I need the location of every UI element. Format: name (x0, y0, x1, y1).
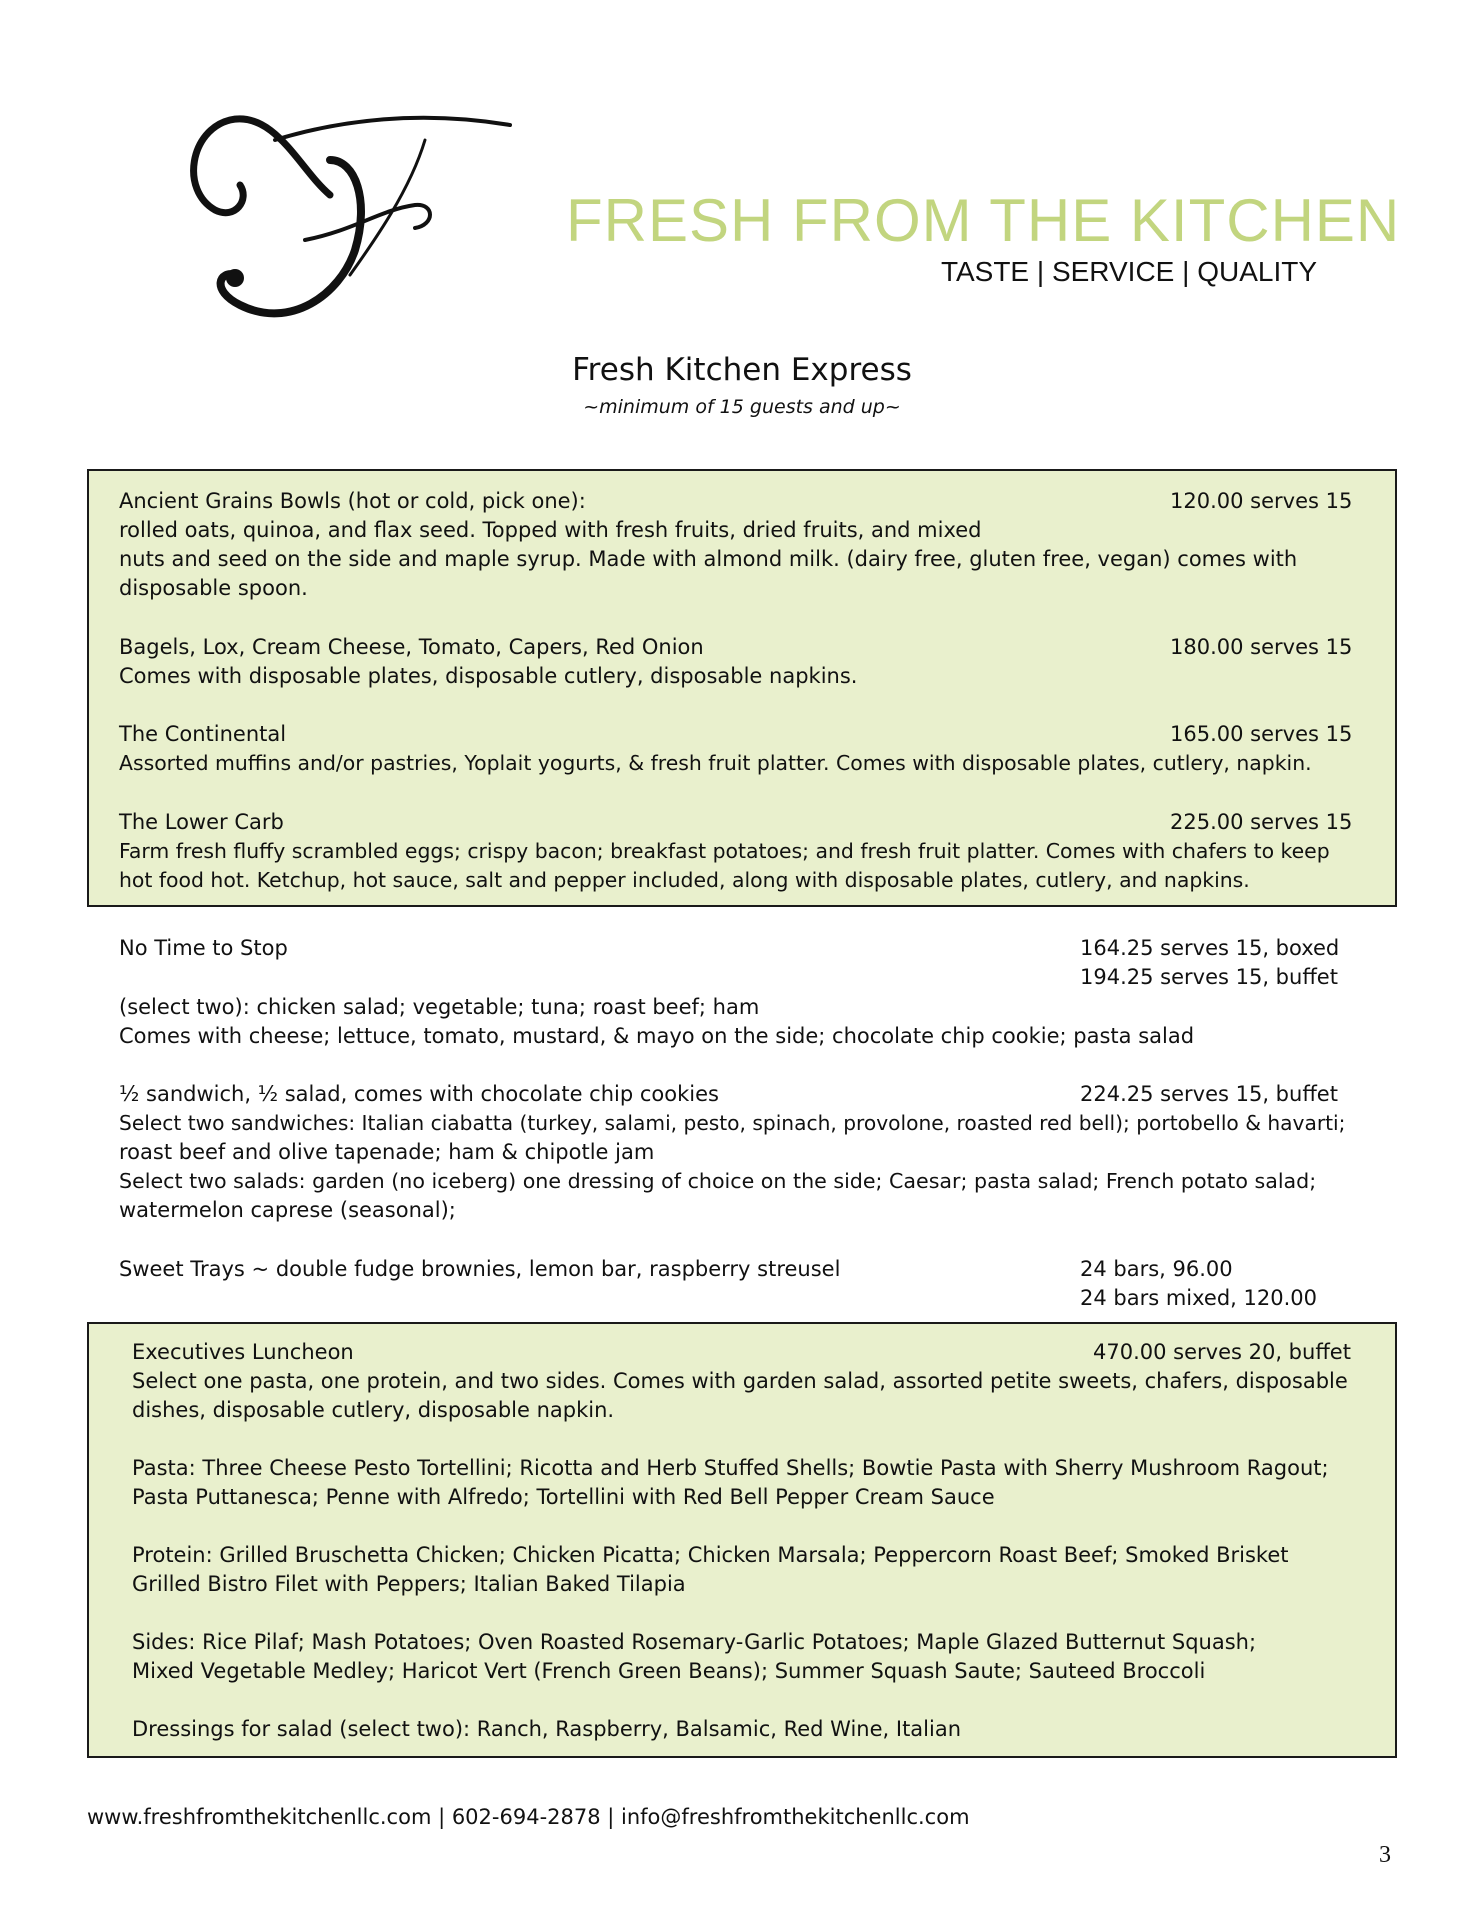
menu-item-price: 194.25 serves 15, buffet (1080, 965, 1338, 989)
menu-item-title: The Lower Carb (119, 810, 284, 834)
menu-item-desc: Farm fresh fluffy scrambled eggs; crispy bacon; breakfast potatoes; and fresh fruit platter. Comes with chafers to keep (119, 839, 1330, 863)
brand-name: FRESH FROM THE KITCHEN (566, 187, 1401, 254)
menu-item-title: No Time to Stop (119, 936, 288, 960)
menu-item-desc: rolled oats, quinoa, and flax seed. Topped with fresh fruits, dried fruits, and mixed (119, 518, 982, 542)
menu-item-title (119, 1255, 840, 1284)
menu-item-desc: Comes with disposable plates, disposable cutlery, disposable napkins. (119, 664, 858, 688)
sides-options: Mixed Vegetable Medley; Haricot Vert (French Green Beans); Summer Squash Saute; Sauteed Broccoli (132, 1659, 1206, 1683)
menu-item-desc: dishes, disposable cutlery, disposable napkin. (132, 1398, 615, 1422)
script-f-logo-icon (180, 100, 540, 325)
contact-footer: www.freshfromthekitchenllc.com | 602-694-2878 | info@freshfromthekitchenllc.com (87, 1805, 970, 1829)
menu-item-desc: Select one pasta, one protein, and two sides. Comes with garden salad, assorted petite sweets, chafers, disposable (132, 1369, 1348, 1393)
menu-item-price: 120.00 serves 15 (1170, 489, 1353, 513)
menu-item-note: ~ double fudge brownies, lemon bar, raspberry streusel (244, 1257, 841, 1281)
menu-item-price: 180.00 serves 15 (1170, 635, 1353, 659)
menu-item-title: Executives Luncheon (132, 1340, 354, 1364)
menu-item-desc: Comes with cheese; lettuce, tomato, mustard, & mayo on the side; chocolate chip cookie; pasta salad (119, 1024, 1195, 1048)
brand-tagline: TASTE | SERVICE | QUALITY (940, 256, 1317, 287)
menu-item-name: ½ sandwich, ½ salad, (119, 1082, 348, 1106)
menu-item-title: Ancient Grains Bowls (hot or cold, pick one): (119, 489, 586, 513)
menu-item-price: 24 bars mixed, 120.00 (1080, 1286, 1317, 1310)
menu-item-name: Sweet Trays (119, 1257, 245, 1281)
page-subtitle: ~minimum of 15 guests and up~ (583, 396, 901, 418)
protein-options: Protein: Grilled Bruschetta Chicken; Chicken Picatta; Chicken Marsala; Peppercorn Roast Beef; Smoked Brisket (132, 1543, 1289, 1567)
page-title: Fresh Kitchen Express (572, 352, 912, 388)
menu-item-note: comes with chocolate chip cookies (347, 1082, 719, 1106)
menu-item-price: 164.25 serves 15, boxed (1080, 936, 1340, 960)
menu-item-desc: nuts and seed on the side and maple syrup. Made with almond milk. (dairy free, gluten free, vegan) comes with (119, 547, 1298, 571)
menu-item-price: 224.25 serves 15, buffet (1080, 1082, 1338, 1106)
menu-item-desc: watermelon caprese (seasonal); (119, 1198, 456, 1222)
menu-item-price: 225.00 serves 15 (1170, 810, 1353, 834)
sides-options: Sides: Rice Pilaf; Mash Potatoes; Oven Roasted Rosemary-Garlic Potatoes; Maple Glazed Butternut Squash; (132, 1630, 1257, 1654)
menu-item-desc: Assorted muffins and/or pastries, Yoplait yogurts, & fresh fruit platter. Comes with disposable plates, cutlery, napkin. (119, 751, 1312, 775)
pasta-options: Pasta Puttanesca; Penne with Alfredo; Tortellini with Red Bell Pepper Cream Sauce (132, 1485, 995, 1509)
page-number: 3 (1379, 1842, 1391, 1868)
menu-item-price: 24 bars, 96.00 (1080, 1257, 1233, 1281)
menu-item-desc: (select two): chicken salad; vegetable; tuna; roast beef; ham (119, 995, 760, 1019)
pasta-options: Pasta: Three Cheese Pesto Tortellini; Ricotta and Herb Stuffed Shells; Bowtie Pasta with Sherry Mushroom Ragout; (132, 1456, 1329, 1480)
protein-options: Grilled Bistro Filet with Peppers; Italian Baked Tilapia (132, 1572, 686, 1596)
menu-item-desc: roast beef and olive tapenade; ham & chipotle jam (119, 1140, 655, 1164)
menu-item-desc: disposable spoon. (119, 576, 308, 600)
menu-item-desc: hot food hot. Ketchup, hot sauce, salt and pepper included, along with disposable plates, cutlery, and napkins. (119, 868, 1250, 892)
menu-item-title: The Continental (119, 722, 287, 746)
menu-item-price: 165.00 serves 15 (1170, 722, 1353, 746)
dressing-options: Dressings for salad (select two): Ranch, Raspberry, Balsamic, Red Wine, Italian (132, 1717, 962, 1741)
menu-item-desc: Select two salads: garden (no iceberg) one dressing of choice on the side; Caesar; pasta salad; French potato salad; (119, 1169, 1317, 1193)
menu-item-desc: Select two sandwiches: Italian ciabatta (turkey, salami, pesto, spinach, provolone, roasted red bell); portobello & havarti; (119, 1111, 1346, 1135)
menu-item-title (119, 1080, 719, 1109)
menu-item-price: 470.00 serves 20, buffet (1093, 1340, 1351, 1364)
menu-item-title: Bagels, Lox, Cream Cheese, Tomato, Capers, Red Onion (119, 635, 704, 659)
